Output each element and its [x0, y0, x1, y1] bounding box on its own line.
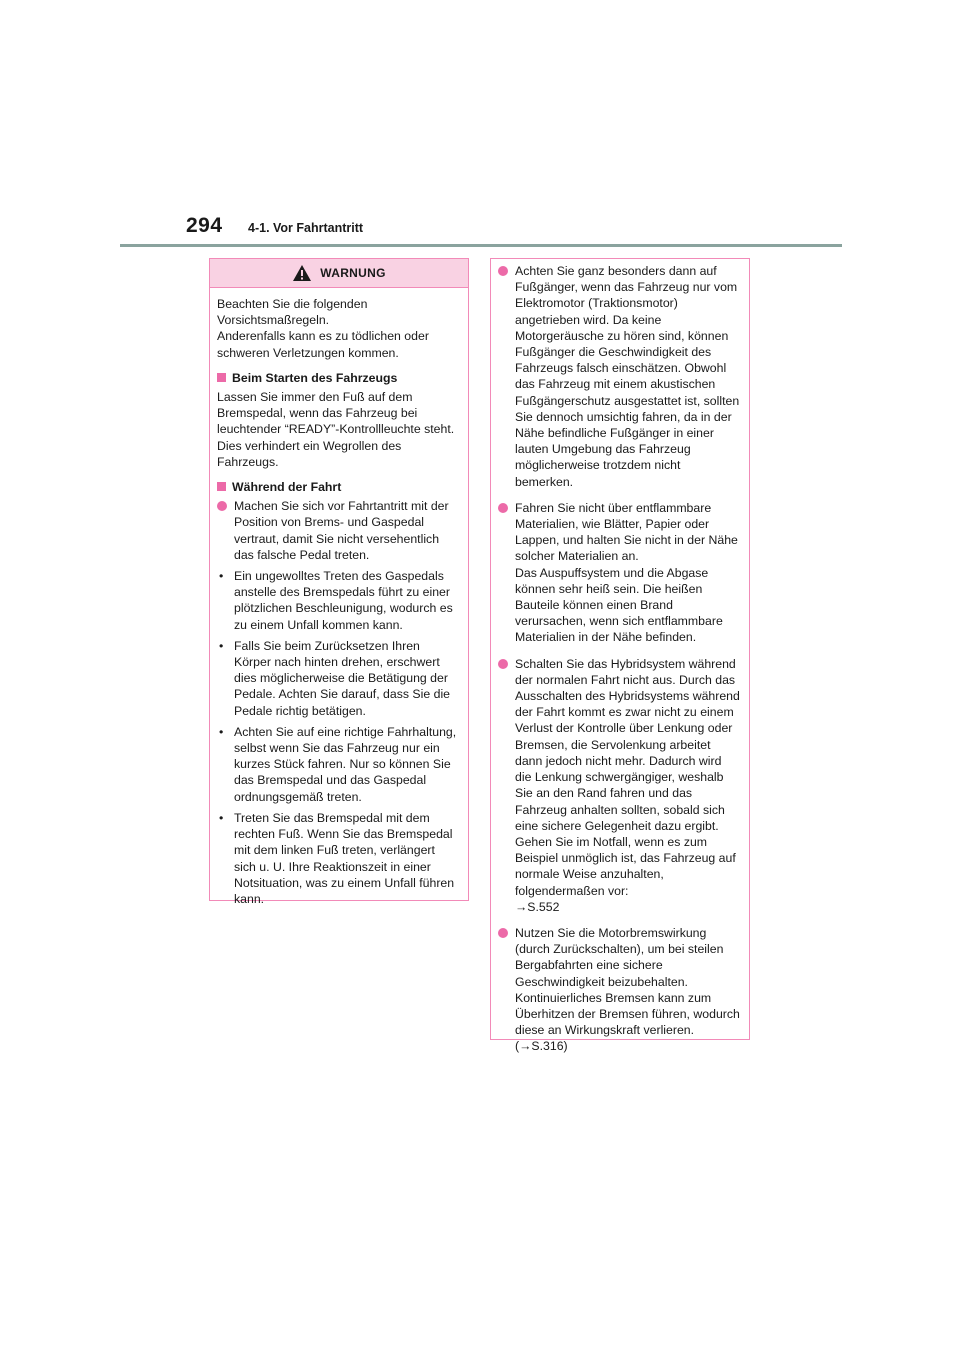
- bullet-mark: •: [219, 724, 224, 739]
- right-point-4: Nutzen Sie die Motorbremswirkung (durch Zurückschalten), um bei steilen Bergabfahrten eine sichere Geschwindigkeit beizubehalten.: [515, 925, 724, 989]
- bullet-text: Achten Sie auf eine richtige Fahrhaltung, selbst wenn Sie das Fahrzeug nur ein kurzes Stück fahren. Nur so können Sie das Bremspedal und das Gaspedal ordnungsgemäß treten.: [234, 724, 457, 804]
- right-point-3: Schalten Sie das Hybridsystem während der normalen Fahrt nicht aus. Durch das Ausschalten des Hybridsystems während der Fahrt kommt es zwar nicht zu einem Verlust der Kontrolle über Lenkung oder Bremsen, die Servolenkung arbeitet dann jedoch nicht mehr. Dadurch wird die Lenkung schwergängiger, weshalb Sie an den Rand fahren und das Fahrzeug anhalten sollten, sobald sich eine sichere Gelegenheit dazu ergibt. Gehen Sie im Notfall, wenn es zum Beispiel unmöglich ist, das Fahrzeug auf normale Weise anzuhalten, folgendermaßen vor:: [515, 656, 740, 898]
- bullet-mark: •: [219, 638, 224, 653]
- header-rule: [120, 244, 842, 247]
- bullet-text: Falls Sie beim Zurücksetzen Ihren Körper nach hinten drehen, erschwert dies möglicherweise die Betätigung der Pedale. Achten Sie darauf, dass Sie die Pedale richtig betätigen.: [234, 638, 451, 718]
- square-bullet-icon: [217, 482, 226, 491]
- start-text: Lassen Sie immer den Fuß auf dem Bremspedal, wenn das Fahrzeug bei leuchtender “READY”-Kontrollleuchte steht. Dies verhindert ein Wegrollen des Fahrzeugs.: [217, 390, 455, 469]
- warning-triangle-icon: [292, 264, 312, 282]
- list-item: [498, 925, 741, 1055]
- warning-header: [210, 259, 468, 288]
- driving-heading-text: Während der Fahrt: [232, 480, 342, 495]
- circle-bullet-icon: [498, 503, 508, 513]
- driving-point-1: Machen Sie sich vor Fahrtantritt mit der Position von Brems- und Gaspedal vertraut, damit Sie nicht versehentlich das falsche Pedal treten.: [234, 499, 449, 562]
- right-point-2: Fahren Sie nicht über entflammbare Materialien, wie Blätter, Papier oder Lappen, und halten Sie nicht in der Nähe solcher Materialien an.: [515, 500, 738, 564]
- list-item: [217, 810, 460, 907]
- list-item: [217, 498, 460, 563]
- driving-heading: [217, 479, 460, 495]
- section-title: 4-1. Vor Fahrtantritt: [248, 221, 364, 235]
- bullet-mark: •: [219, 810, 224, 825]
- start-heading: [217, 370, 460, 386]
- list-item: [217, 638, 460, 719]
- circle-bullet-icon: [217, 501, 227, 511]
- circle-bullet-icon: [498, 266, 508, 276]
- list-item: [498, 263, 741, 490]
- warning-box-right: [490, 258, 750, 1054]
- page-number: 294: [186, 214, 223, 237]
- square-bullet-icon: [217, 373, 226, 382]
- circle-bullet-icon: [498, 659, 508, 669]
- list-item: [217, 568, 460, 633]
- circle-bullet-icon: [498, 928, 508, 938]
- bullet-mark: •: [219, 569, 224, 584]
- warning-box-left: [209, 258, 469, 906]
- right-point-1: Achten Sie ganz besonders dann auf Fußgänger, wenn das Fahrzeug nur vom Elektromotor (Traktionsmotor) angetrieben wird. Da keine Motorgeräusche zu hören sind, können Fußgänger die Geschwindigkeit des Fahrzeugs falsch einschätzen. Obwohl das Fahrzeug mit einem akustischen Fußgängerschutz ausgestattet ist, sollten Sie dennoch umsichtig fahren, da in der Nähe befindliche Fußgänger in einer lauten Umgebung das Fahrzeug möglicherweise trotzdem nicht bemerken.: [515, 264, 740, 489]
- list-item: [217, 724, 460, 805]
- bullet-text: Treten Sie das Bremspedal mit dem rechten Fuß. Wenn Sie das Bremspedal mit dem linken Fuß treten, verlängert sich u. U. Ihre Reaktionszeit in einer Notsituation, was zu einem Unfall führen kann.: [234, 810, 455, 906]
- reference-link-552[interactable]: →S.552: [515, 899, 560, 914]
- warning-title: WARNUNG: [320, 266, 386, 280]
- warning-intro-2: Anderenfalls kann es zu tödlichen oder schweren Verletzungen kommen.: [217, 329, 429, 360]
- right-point-4-extra: Kontinuierliches Bremsen kann zum Überhitzen der Bremsen führen, wodurch diese an Wirkungskraft verlieren. (→S.316): [515, 990, 740, 1054]
- warning-intro: Beachten Sie die folgenden Vorsichtsmaßregeln.: [217, 297, 368, 328]
- start-heading-text: Beim Starten des Fahrzeugs: [232, 370, 398, 385]
- bullet-text: Ein ungewolltes Treten des Gaspedals anstelle des Bremspedals führt zu einer plötzlichen Beschleunigung, wodurch es zu einem Unfall kommen kann.: [234, 569, 453, 632]
- list-item: [498, 656, 741, 915]
- list-item: [498, 500, 741, 646]
- right-point-2-extra: Das Auspuffsystem und die Abgase können sehr heiß sein. Die heißen Bauteile können einen Brand verursachen, wenn sich entflammbare Materialien in der Nähe befinden.: [515, 565, 723, 645]
